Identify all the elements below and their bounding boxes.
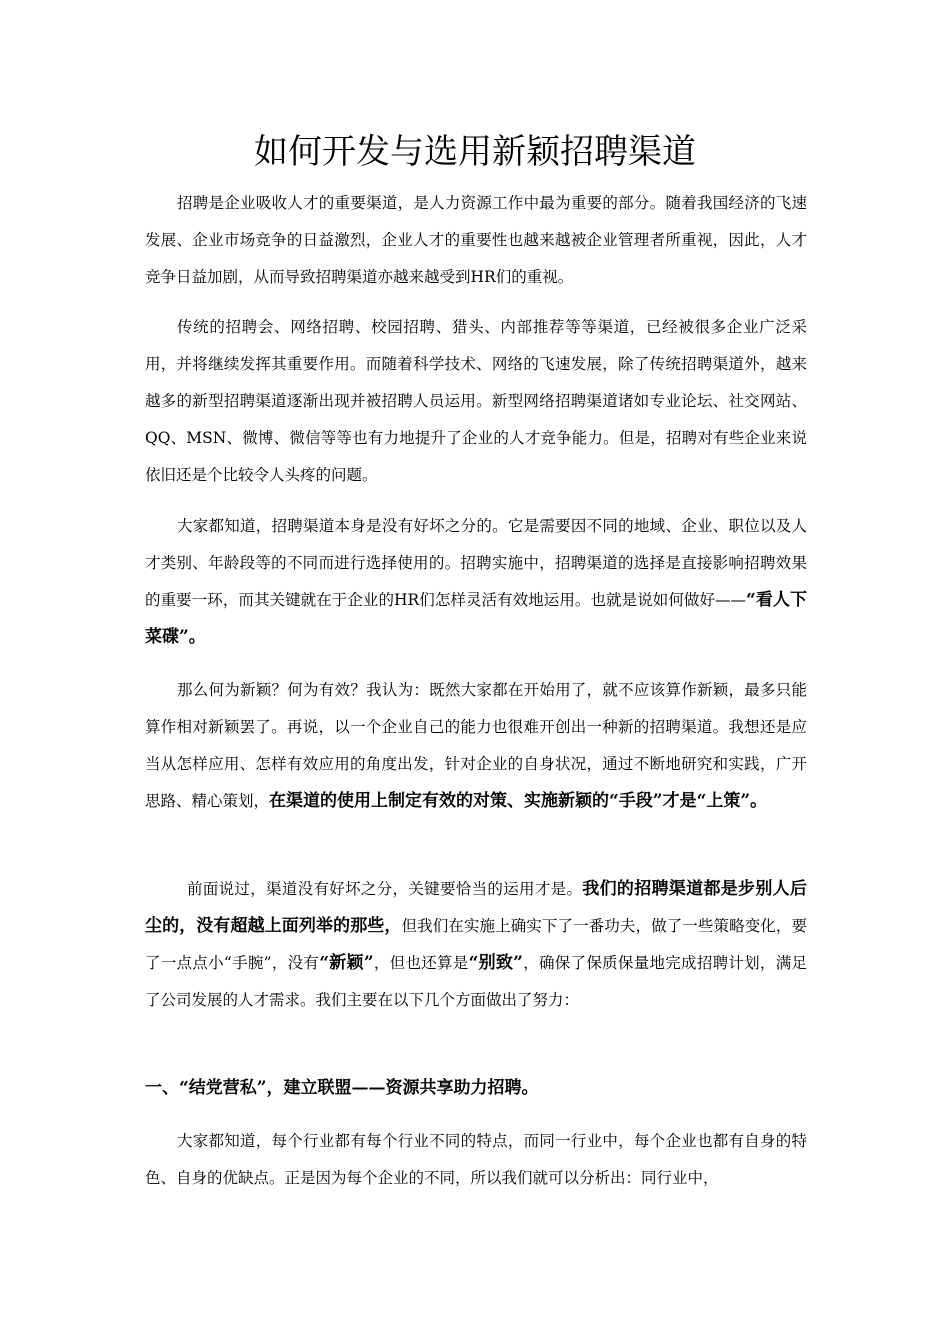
paragraph-text: 那么何为新颖？何为有效？我认为：既然大家都在开始用了，就不应该算作新颖，最多只能算作相对新颖罢了。再说，以一个企业自己的能力也很难开创出一种新的招聘渠道。我想还是应当从怎样应用、怎样有效应用的角度出发，针对企业的自身状况，通过不断地研究和实践，广开思路、精心策划，	[145, 681, 807, 810]
emphasis-text: “新颖”	[319, 953, 374, 973]
paragraph-our-efforts	[145, 871, 807, 1019]
paragraph-traditional-channels: 传统的招聘会、网络招聘、校园招聘、猎头、内部推荐等等渠道，已经被很多企业广泛采用，并将继续发挥其重要作用。而随着科学技术、网络的飞速发展，除了传统招聘渠道外，越来越多的新型招聘渠道逐渐出现并被招聘人员运用。新型网络招聘渠道诸如专业论坛、社交网站、QQ、MSN、微博、微信等等也有力地提升了企业的人才竞争能力。但是，招聘对有些企业来说依旧还是个比较令人头疼的问题。	[145, 318, 807, 484]
paragraph-text: ，但也还算是	[373, 954, 469, 972]
emphasis-text: “别致”	[468, 953, 523, 973]
paragraph-what-is-novel	[145, 672, 807, 820]
paragraph-channel-selection	[145, 508, 807, 656]
paragraph-text: 大家都知道，招聘渠道本身是没有好坏之分的。它是需要因不同的地域、企业、职位以及人才类别、年龄段等的不同而进行选择使用的。招聘实施中，招聘渠道的选择是直接影响招聘效果的重要一环，而其关键就在于企业的HR们怎样灵活有效地运用。也就是说如何做好——	[145, 517, 807, 609]
paragraph-text: 前面说过，渠道没有好坏之分，关键要恰当的运用才是。	[187, 880, 583, 898]
emphasis-text: 在渠道的使用上制定有效的对策、实施新颖的“手段”才是“上策”。	[269, 791, 768, 811]
document-title: 如何开发与选用新颖招聘渠道	[254, 132, 696, 172]
emphasis-text: “看人下菜碟”。	[145, 590, 807, 647]
paragraph-intro: 招聘是企业吸收人才的重要渠道，是人力资源工作中最为重要的部分。随着我国经济的飞速发展、企业市场竞争的日益激烈，企业人才的重要性也越来越被企业管理者所重视，因此，人才竞争日益加剧，从而导致招聘渠道亦越来越受到HR们的重视。	[145, 194, 807, 286]
section-heading-1: 一、“结党营私”，建立联盟——资源共享助力招聘。	[145, 1078, 539, 1098]
emphasis-text: 我们的招聘渠道都是步别人后尘的，没有超越上面列举的那些，	[145, 879, 807, 936]
paragraph-text: ，确保了保质保量地完成招聘计划，满足了公司发展的人才需求。我们主要在以下几个方面做出了努力：	[145, 954, 807, 1009]
paragraph-industry-alliance: 大家都知道，每个行业都有每个行业不同的特点，而同一行业中，每个企业也都有自身的特色、自身的优缺点。正是因为每个企业的不同，所以我们就可以分析出：同行业中，	[145, 1132, 807, 1187]
paragraph-text: 但我们在实施上确实下了一番功夫，做了一些策略变化，要了一点点小“手腕”，没有	[145, 917, 807, 972]
